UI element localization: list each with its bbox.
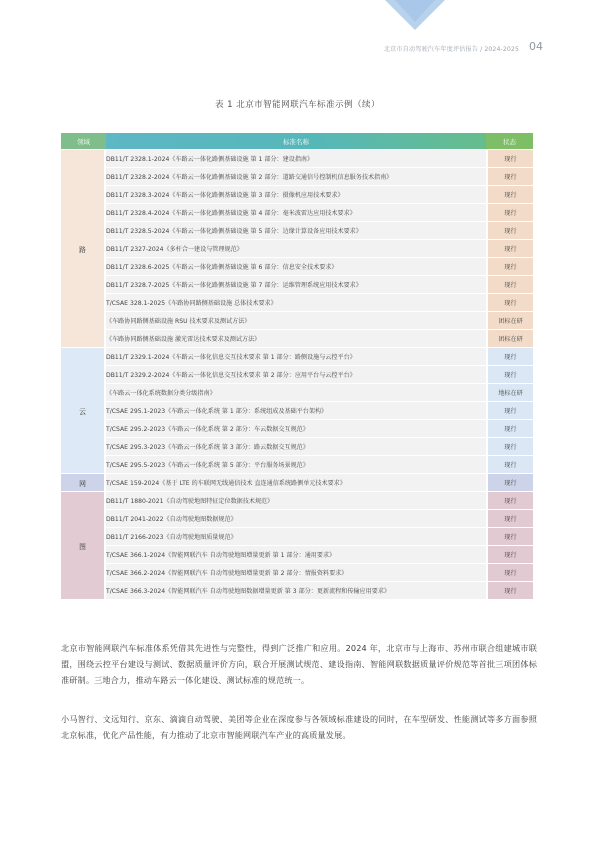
table-header-row xyxy=(61,133,533,149)
standard-name-cell: T/CSAE 366.1-2024《智能网联汽车 自动驾驶地图增量更新 第 1 部分：通用要求》 xyxy=(106,546,486,563)
status-cell: 现行 xyxy=(486,294,533,311)
column-header-domain: 领域 xyxy=(61,133,106,149)
table-row xyxy=(61,582,533,599)
status-cell: 现行 xyxy=(486,204,533,221)
status-cell: 现行 xyxy=(486,582,533,599)
domain-cell-road: 路 xyxy=(61,150,106,347)
top-decoration xyxy=(0,0,595,30)
status-cell: 现行 xyxy=(486,528,533,545)
status-cell: 现行 xyxy=(486,564,533,581)
column-header-status: 状态 xyxy=(486,133,533,149)
table-row xyxy=(61,240,533,257)
status-cell: 现行 xyxy=(486,222,533,239)
table-row xyxy=(61,564,533,581)
standard-name-cell: DB11/T 2328.6-2025《车路云一体化路侧基础设施 第 6 部分：信息安全技术要求》 xyxy=(106,258,486,275)
standard-name-cell: 《车路协同路侧基础设施 激光雷达技术要求及测试方法》 xyxy=(106,330,486,347)
status-cell: 现行 xyxy=(486,348,533,365)
standard-name-cell: T/CSAE 366.3-2024《智能网联汽车 自动驾驶地图数据增量更新 第 3 部分：更新流程和传输应用要求》 xyxy=(106,582,486,599)
table-row xyxy=(61,438,533,455)
body-paragraph-2: 小马智行、文远知行、京东、滴滴自动驾驶、美团等企业在深度参与各领域标准建设的同时，在车型研发、性能测试等多方面参照北京标准，优化产品性能，有力推动了北京市智能网联汽车产业的高质量发展。 xyxy=(61,714,537,740)
status-cell: 现行 xyxy=(486,510,533,527)
standard-name-cell: DB11/T 2329.2-2024《车路云一体化信息交互技术要求 第 2 部分：应用平台与云控平台》 xyxy=(106,366,486,383)
standard-name-cell: DB11/T 2328.3-2024《车路云一体化路侧基础设施 第 3 部分：摄像机应用技术要求》 xyxy=(106,186,486,203)
table-row xyxy=(61,420,533,437)
table-row xyxy=(61,348,533,365)
table-row xyxy=(61,528,533,545)
standard-name-cell: T/CSAE 159-2024《基于 LTE 的车联网无线通信技术 直连通信系统路侧单元技术要求》 xyxy=(106,474,486,491)
standard-name-cell: T/CSAE 295.3-2023《车路云一体化系统 第 3 部分：路云数据交互规范》 xyxy=(106,438,486,455)
domain-cell-map: 图 xyxy=(61,492,106,599)
standard-name-cell: DB11/T 1880-2021《自动驾驶地图特征定位数据技术规范》 xyxy=(106,492,486,509)
status-cell: 现行 xyxy=(486,258,533,275)
status-cell: 团标在研 xyxy=(486,330,533,347)
status-cell: 现行 xyxy=(486,240,533,257)
standards-table xyxy=(61,132,533,600)
table-row xyxy=(61,384,533,401)
standard-name-cell: DB11/T 2166-2023《自动驾驶地图质量规范》 xyxy=(106,528,486,545)
status-cell: 现行 xyxy=(486,456,533,473)
standard-name-cell: T/CSAE 295.5-2023《车路云一体化系统 第 5 部分：平台服务场景规范》 xyxy=(106,456,486,473)
standard-name-cell: T/CSAE 295.1-2023《车路云一体化系统 第 1 部分：系统组成及基础平台架构》 xyxy=(106,402,486,419)
status-cell: 现行 xyxy=(486,474,533,491)
domain-cell-network: 网 xyxy=(61,474,106,491)
status-cell: 现行 xyxy=(486,150,533,167)
status-cell: 团标在研 xyxy=(486,312,533,329)
status-cell: 现行 xyxy=(486,492,533,509)
table-row xyxy=(61,474,533,491)
table-row xyxy=(61,492,533,509)
standard-name-cell: DB11/T 2329.1-2024《车路云一体化信息交互技术要求 第 1 部分：路侧设施与云控平台》 xyxy=(106,348,486,365)
table-row xyxy=(61,330,533,347)
table-row xyxy=(61,258,533,275)
status-cell: 现行 xyxy=(486,438,533,455)
report-header-title: 北京市自动驾驶汽车年度评估报告 / 2024-2025 xyxy=(383,46,519,53)
standard-name-cell: T/CSAE 328.1-2025《车路协同路侧基础设施 总体技术要求》 xyxy=(106,294,486,311)
standard-name-cell: DB11/T 2328.7-2025《车路云一体化路侧基础设施 第 7 部分：运维管理系统应用技术要求》 xyxy=(106,276,486,293)
domain-cell-cloud: 云 xyxy=(61,348,106,473)
body-paragraph-1: 北京市智能网联汽车标准体系凭借其先进性与完整性，得到广泛推广和应用。2024 年，北京市与上海市、苏州市联合组建城市联盟，围绕云控平台建设与测试、数据质量评价方向，联合开展测试规范、建设指南、智能网联数据质量评价规范等首批三项团体标准研制。三地合力，推动车路云一体化建设、测试标准的规范统一。 xyxy=(61,643,537,685)
standard-name-cell: 《车路协同路侧基础设施 RSU 技术要求及测试方法》 xyxy=(106,312,486,329)
standard-name-cell: DB11/T 2327-2024《多杆合一建设与管理规范》 xyxy=(106,240,486,257)
status-cell: 现行 xyxy=(486,168,533,185)
table-row xyxy=(61,186,533,203)
table-row xyxy=(61,150,533,167)
table-row xyxy=(61,222,533,239)
table-row xyxy=(61,456,533,473)
standard-name-cell: 《车路云一体化系统数据分类分级指南》 xyxy=(106,384,486,401)
table-title: 表 1 北京市智能网联汽车标准示例（续） xyxy=(214,100,381,110)
table-row xyxy=(61,312,533,329)
standard-name-cell: T/CSAE 366.2-2024《智能网联汽车 自动驾驶地图增量更新 第 2 部分：情报资料要求》 xyxy=(106,564,486,581)
table-row xyxy=(61,402,533,419)
status-cell: 地标在研 xyxy=(486,384,533,401)
standard-name-cell: DB11/T 2328.2-2024《车路云一体化路侧基础设施 第 2 部分：道路交通信号控制机信息服务技术指南》 xyxy=(106,168,486,185)
table-row xyxy=(61,510,533,527)
status-cell: 现行 xyxy=(486,276,533,293)
standard-name-cell: DB11/T 2328.1-2024《车路云一体化路侧基础设施 第 1 部分：建设指南》 xyxy=(106,150,486,167)
page-number: 04 xyxy=(529,40,543,53)
table-row xyxy=(61,366,533,383)
table-row xyxy=(61,168,533,185)
status-cell: 现行 xyxy=(486,420,533,437)
table-row xyxy=(61,546,533,563)
table-row xyxy=(61,276,533,293)
status-cell: 现行 xyxy=(486,366,533,383)
status-cell: 现行 xyxy=(486,402,533,419)
standard-name-cell: DB11/T 2041-2022《自动驾驶地图数据规范》 xyxy=(106,510,486,527)
standard-name-cell: DB11/T 2328.5-2024《车路云一体化路侧基础设施 第 5 部分：边缘计算设备应用技术要求》 xyxy=(106,222,486,239)
table-row xyxy=(61,204,533,221)
status-cell: 现行 xyxy=(486,186,533,203)
column-header-standard-name: 标准名称 xyxy=(106,133,486,149)
table-row xyxy=(61,294,533,311)
status-cell: 现行 xyxy=(486,546,533,563)
standard-name-cell: DB11/T 2328.4-2024《车路云一体化路侧基础设施 第 4 部分：毫米波雷达应用技术要求》 xyxy=(106,204,486,221)
standard-name-cell: T/CSAE 295.2-2023《车路云一体化系统 第 2 部分：车云数据交互规范》 xyxy=(106,420,486,437)
